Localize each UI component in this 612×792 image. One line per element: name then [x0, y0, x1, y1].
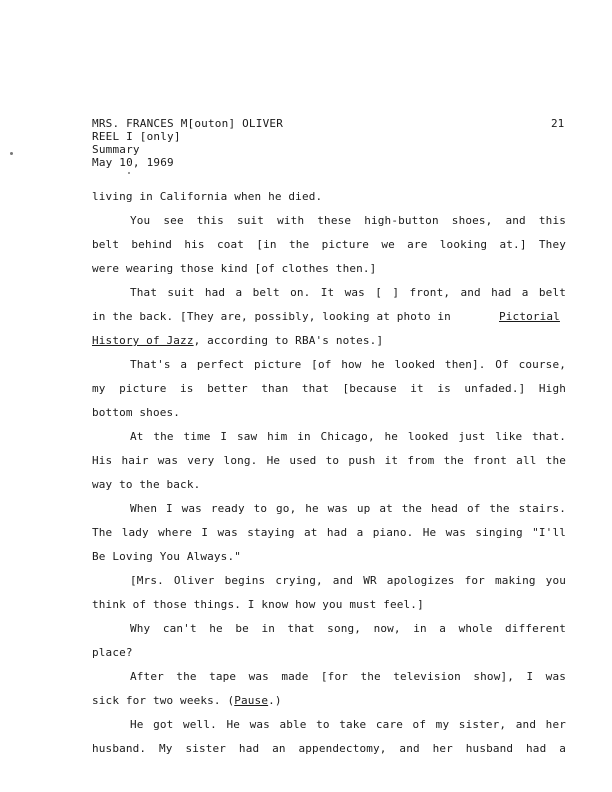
- text-line: His hair was very long. He used to push it from the front all the: [92, 454, 566, 467]
- scan-speck: [10, 152, 13, 155]
- text-segment: , according to RBA's notes.]: [193, 334, 384, 347]
- document-type: Summary: [92, 143, 140, 156]
- text-line: When I was ready to go, he was up at the head of the stairs.: [130, 502, 566, 515]
- interview-date: May 10, 1969: [92, 156, 174, 169]
- text-line: think of those things. I know how you must feel.]: [92, 598, 424, 611]
- scan-speck: [128, 172, 130, 174]
- text-segment: sick for two weeks. (: [92, 694, 235, 707]
- text-line: [92, 694, 566, 707]
- text-line: He got well. He was able to take care of my sister, and her: [130, 718, 566, 731]
- text-line: my picture is better than that [because it is unfaded.] High: [92, 382, 566, 395]
- text-line: Why can't he be in that song, now, in a whole different: [130, 622, 566, 635]
- text-line: belt behind his coat [in the picture we are looking at.] They: [92, 238, 566, 251]
- text-line: [92, 334, 566, 347]
- text-line: Be Loving You Always.": [92, 550, 241, 563]
- text-line: were wearing those kind [of clothes then.]: [92, 262, 377, 275]
- text-line: way to the back.: [92, 478, 201, 491]
- text-line: At the time I saw him in Chicago, he looked just like that.: [130, 430, 566, 443]
- text-segment: in the back. [They are, possibly, looking at photo in: [92, 310, 451, 323]
- book-title: Pictorial: [499, 310, 560, 323]
- interviewee-name: MRS. FRANCES M[outon] OLIVER: [92, 117, 284, 130]
- book-title: History of Jazz: [92, 334, 194, 347]
- text-line: place?: [92, 646, 133, 659]
- reel-label: REEL I [only]: [92, 130, 181, 143]
- page-number: 21: [551, 117, 565, 130]
- text-line: [Mrs. Oliver begins crying, and WR apologizes for making you: [130, 574, 566, 587]
- text-segment: .): [268, 694, 282, 707]
- pause-note: Pause: [234, 694, 269, 707]
- text-line: The lady where I was staying at had a piano. He was singing "I'll: [92, 526, 566, 539]
- text-line: husband. My sister had an appendectomy, and her husband had a: [92, 742, 566, 755]
- text-line: [92, 310, 566, 323]
- text-line: living in California when he died.: [92, 190, 323, 203]
- text-line: That suit had a belt on. It was [ ] front, and had a belt: [130, 286, 566, 299]
- text-line: You see this suit with these high-button shoes, and this: [130, 214, 566, 227]
- text-line: bottom shoes.: [92, 406, 181, 419]
- text-line: After the tape was made [for the television show], I was: [130, 670, 566, 683]
- text-line: That's a perfect picture [of how he looked then]. Of course,: [130, 358, 566, 371]
